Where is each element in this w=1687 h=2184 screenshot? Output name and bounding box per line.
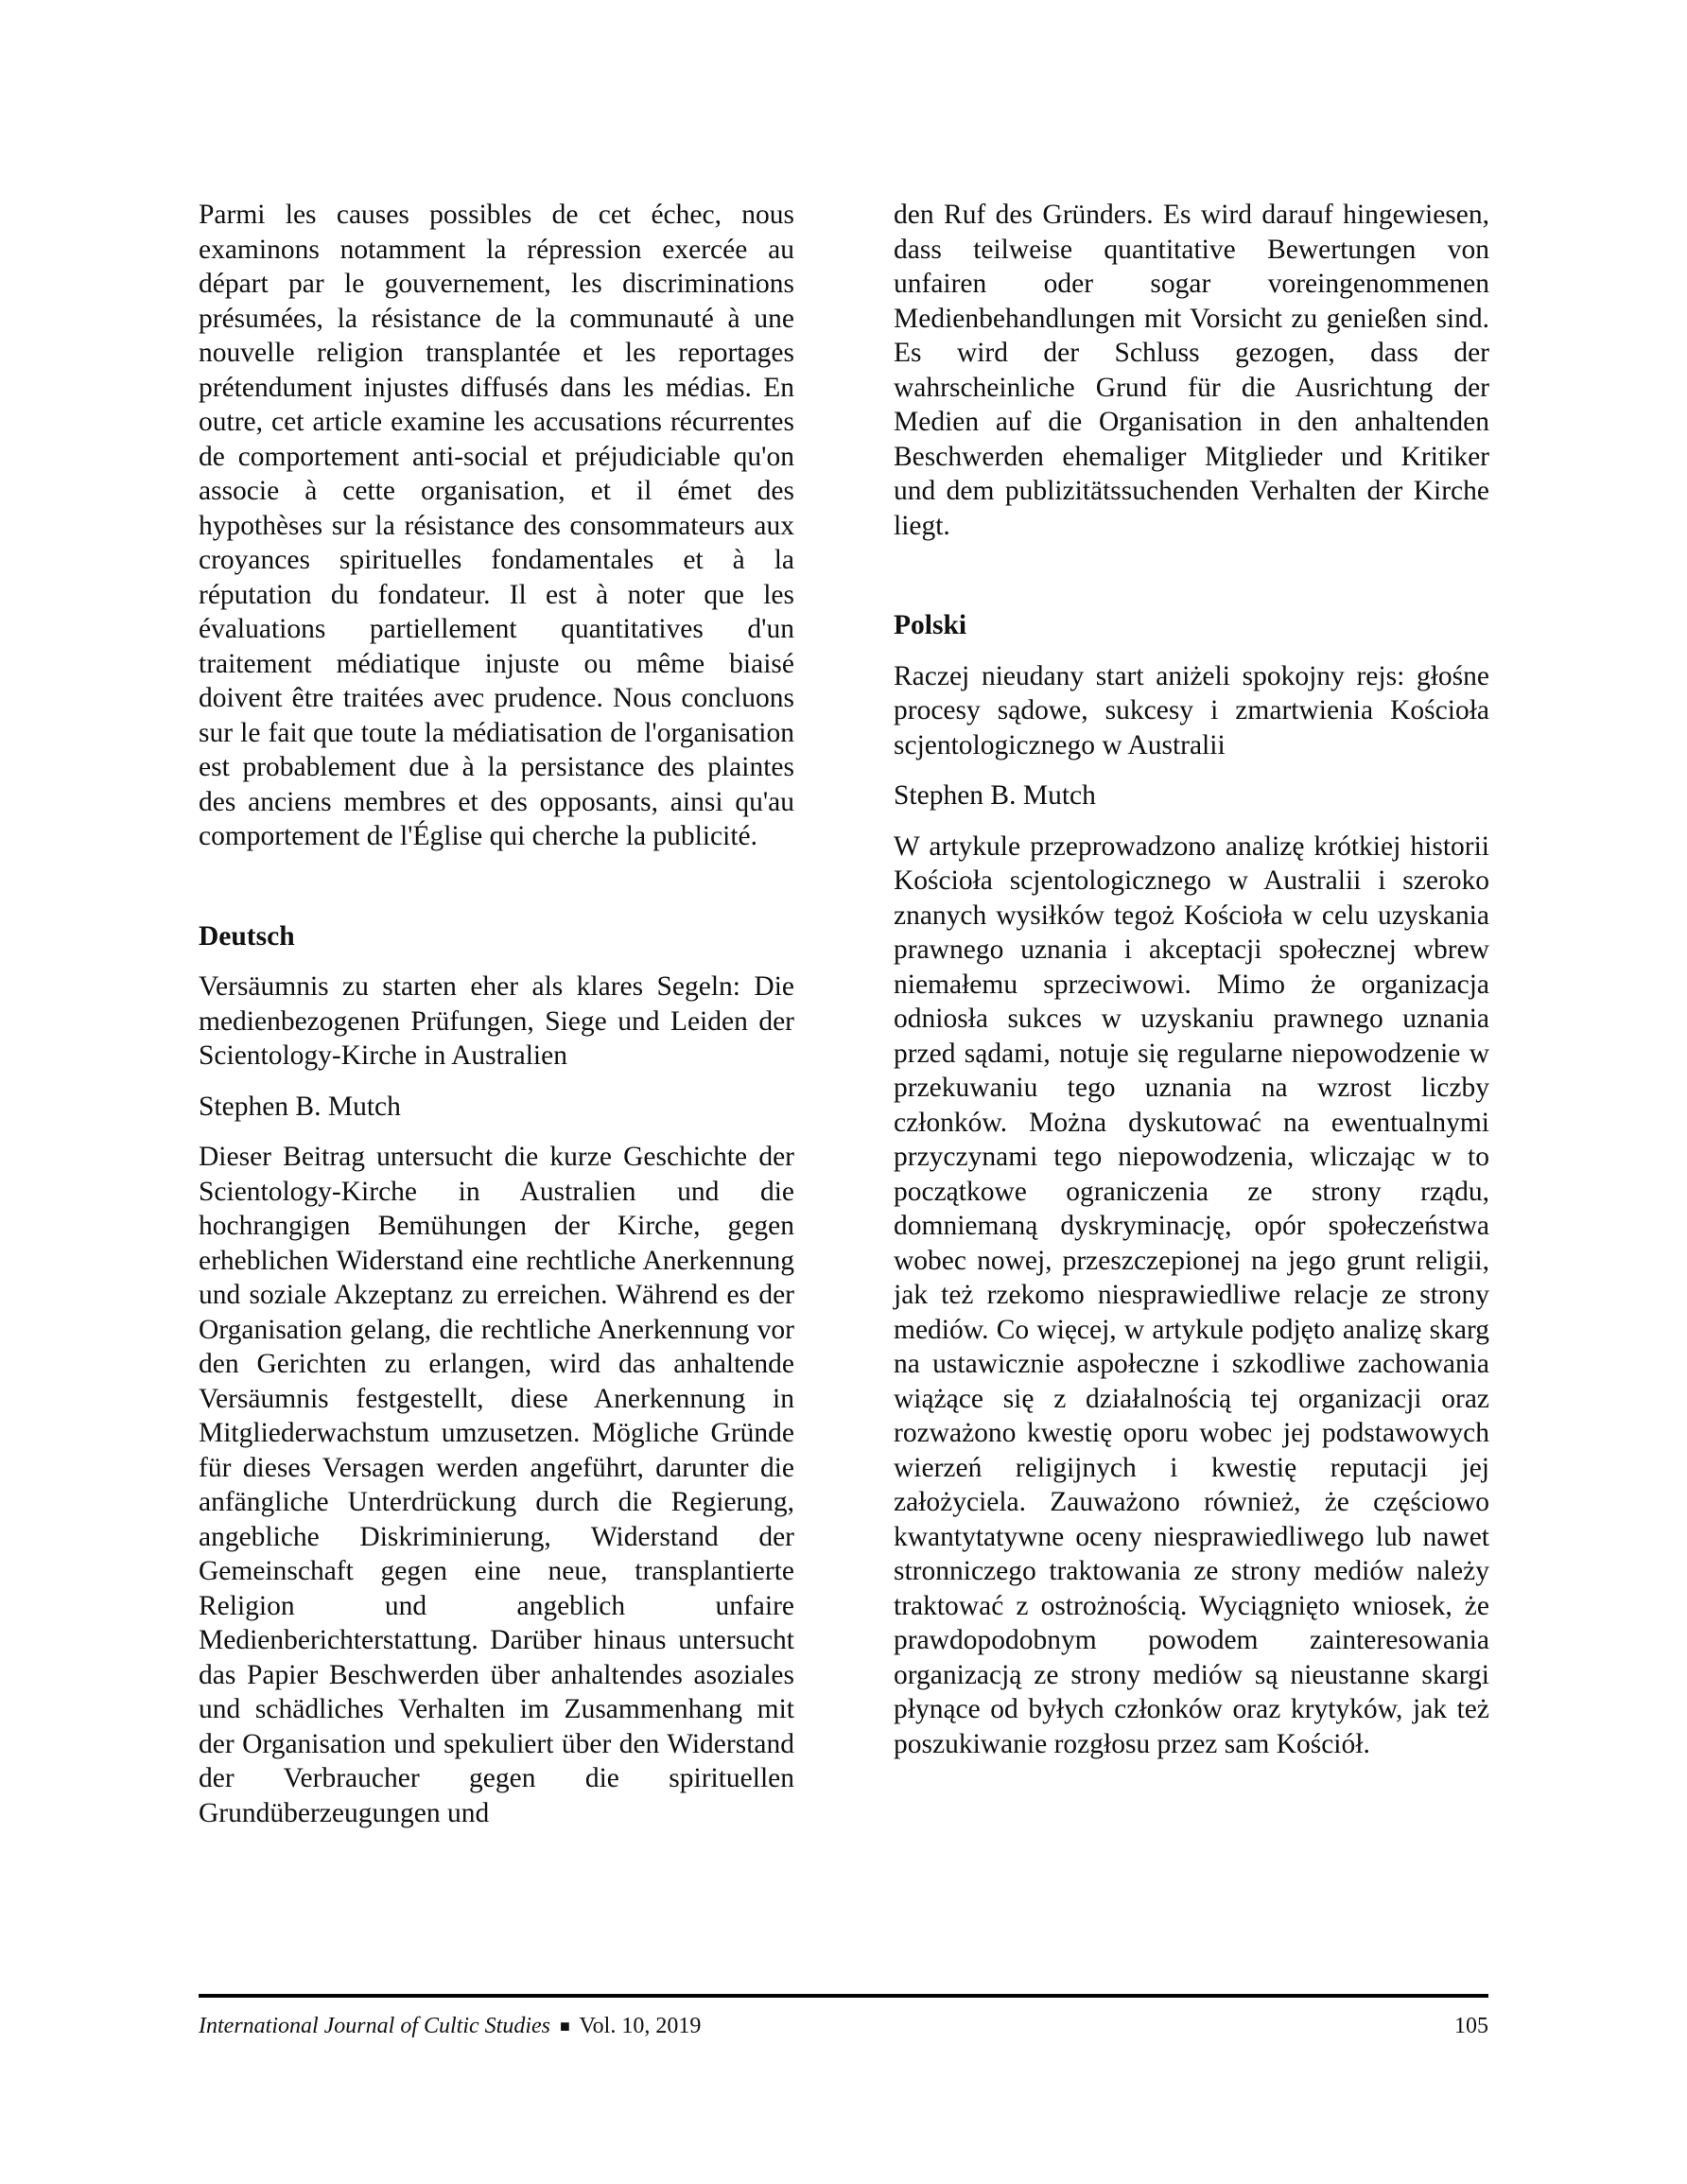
page-footer <box>199 2012 1488 2040</box>
french-abstract-continuation: Parmi les causes possibles de cet échec, nous examinons notamment la répression exercée au départ par le gouvernement, les discriminations présumées, la résistance de la communauté à une nouvelle religion transplantée et les reportages prétendument injustes diffusés dans les médias. En outre, cet article examine les accusations récurrentes de comportement anti-social et préjudiciable qu'on associe à cette organisation, et il émet des hypothèses sur la résistance des consommateurs aux croyances spirituelles fondamentales et à la réputation du fondateur. Il est à noter que les évaluations partiellement quantitatives d'un traitement médiatique injuste ou même biaisé doivent être traitées avec prudence. Nous concluons sur le fait que toute la médiatisation de l'organisation est probablement due à la persistance des plaintes des anciens membres et des opposants, ainsi qu'au comportement de l'Église qui cherche la publicité. <box>199 200 794 851</box>
spacer <box>894 643 1489 659</box>
polish-abstract: W artykule przeprowadzono analizę krótkiej historii Kościoła scjentologicznego w Australii i szeroko znanych wysiłków tegoż Kościoła w celu uzyskania prawnego uznania i akceptacji społecznej wbrew niemałemu sprzeciwowi. Mimo że organizacja odniosła sukces w uzyskaniu prawnego uznania przed sądami, notuje się regularne niepowodzenie w przekuwaniu tego uznania na wzrost liczby członków. Można dyskutować na ewentualnymi przyczynami tego niepowodzenia, wliczając w to początkowe ograniczenia ze strony rządu, domniemaną dyskryminację, opór społeczeństwa wobec nowej, przeszczepionej na jego grunt religii, jak też rzekomo niesprawiedliwe relacje ze strony mediów. Co więcej, w artykule podjęto analizę skarg na ustawicznie aspołeczne i szkodliwe zachowania wiążące się z działalnością tej organizacji oraz rozważono kwestię oporu wobec jej podstawowych wierzeń religijnych i kwestię reputacji jej założyciela. Zauważono również, że częściowo kwantytatywne oceny niesprawiedliwego lub nawet stronniczego traktowania ze strony mediów należy traktować z ostrożnością. Wyciągnięto wniosek, że prawdopodobnym powodem zainteresowania organizacją ze strony mediów są nieustanne skargi płynące od byłych członków oraz krytyków, jak też poszukiwanie rozgłosu przez sam Kościół. <box>894 830 1489 1759</box>
polish-article-title: Raczej nieudany start aniżeli spokojny rejs: głośne procesy sądowe, sukcesy i zmartwienia Kościoła scjentologicznego w Australii <box>894 660 1489 760</box>
spacer <box>199 953 794 970</box>
section-heading-german: Deutsch <box>199 920 295 952</box>
spacer <box>199 1074 794 1090</box>
german-abstract: Dieser Beitrag untersucht die kurze Geschichte der Scientology-Kirche in Australien und die hochrangigen Bemühungen der Kirche, gegen erheblichen Widerstand eine rechtliche Anerkennung und soziale Akzeptanz zu erreichen. Während es der Organisation gelang, die rechtliche Anerkennung vor den Gerichten zu erlangen, wird das anhaltende Versäumnis festgestellt, diese Anerkennung in Mitgliederwachstum umzusetzen. Mögliche Gründe für dieses Versagen werden angeführt, darunter die anfängliche Unterdrückung durch die Regierung, angebliche Diskriminierung, Widerstand der Gemeinschaft gegen eine neue, transplantierte Religion und angeblich unfaire Medienberichterstattung. Darüber hinaus untersucht das Papier Beschwerden über anhaltendes asoziales und schädliches Verhalten im Zusammenhang mit der Organisation und spekuliert über den Widerstand der Verbraucher gegen die spirituellen Grundüberzeugungen und <box>199 1142 794 1828</box>
journal-name: International Journal of Cultic Studies <box>199 2014 550 2038</box>
right-column <box>894 198 1489 1761</box>
polish-author: Stephen B. Mutch <box>894 780 1096 811</box>
volume-year: Vol. 10, 2019 <box>579 2014 702 2038</box>
german-abstract-continuation: den Ruf des Gründers. Es wird darauf hingewiesen, dass teilweise quantitative Bewertungen von unfairen oder sogar voreingenommenen Medienbehandlungen mit Vorsicht zu genießen sind. Es wird der Schluss gezogen, dass der wahrscheinliche Grund für die Ausrichtung der Medien auf die Organisation in den anhaltenden Beschwerden ehemaliger Mitglieder und Kritiker und dem publizitätssuchenden Verhalten der Kirche liegt. <box>894 200 1489 541</box>
section-spacer <box>199 854 794 919</box>
left-column <box>199 198 794 1830</box>
section-spacer <box>894 543 1489 608</box>
footer-citation <box>199 2012 701 2040</box>
spacer <box>894 813 1489 830</box>
german-article-title: Versäumnis zu starten eher als klares Segeln: Die medienbezogenen Prüfungen, Siege und Leiden der Scientology-Kirche in Australien <box>199 971 794 1071</box>
page-number: 105 <box>1454 2014 1488 2038</box>
spacer <box>894 762 1489 778</box>
spacer <box>199 1124 794 1140</box>
section-heading-polish: Polski <box>894 610 967 640</box>
footer-divider <box>199 1994 1488 1998</box>
square-bullet-icon: ■ <box>559 2017 570 2035</box>
german-author: Stephen B. Mutch <box>199 1091 401 1122</box>
